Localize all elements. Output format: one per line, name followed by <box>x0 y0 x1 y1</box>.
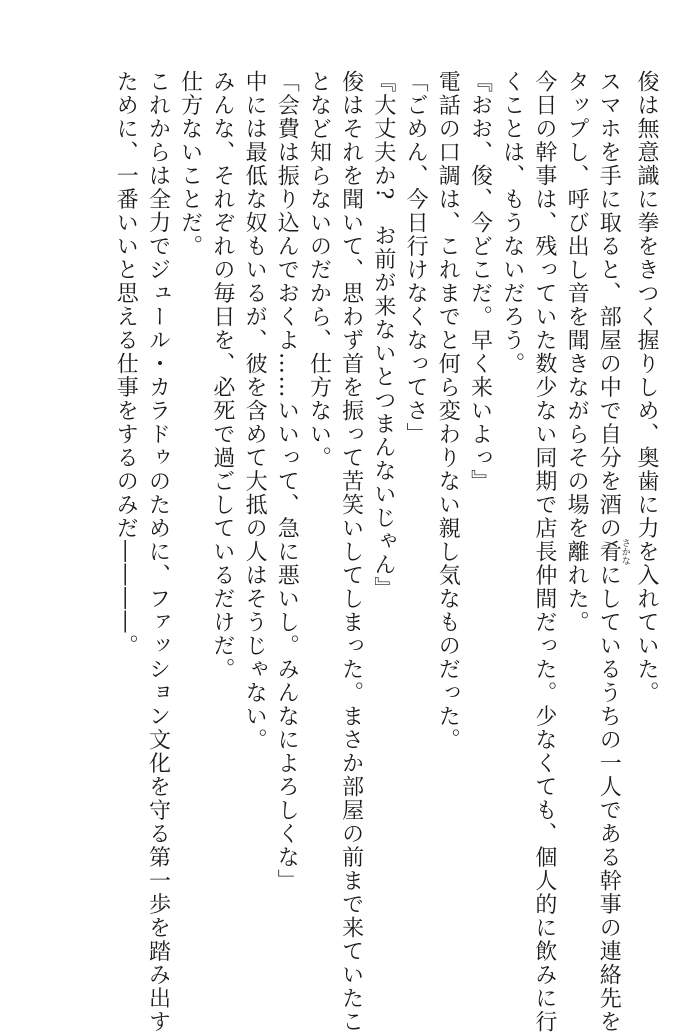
text-line-6: 『おお、俊、今どこだ。早く来いよっ』 <box>467 70 493 493</box>
text-line-17: ために、一番いいと思える仕事をするのみだ――――。 <box>113 70 139 658</box>
text-line-12: 「会費は振り込んでおくよ……いいって、急に悪いし。みんなによろしくな」 <box>274 70 300 893</box>
text-line-1: 俊は無意識に拳をきつく握りしめ、奥歯に力を入れていた。 <box>634 70 659 705</box>
text-line-9: 『大丈夫か? お前が来ないとつまんないじゃん』 <box>370 70 396 601</box>
text-line-2 <box>592 70 630 1034</box>
text-line-14: みんな、それぞれの毎日を、必死で過ごしているだけだ。 <box>209 70 235 681</box>
text-line-7: 電話の口調は、これまでと何ら変わりない親し気なものだった。 <box>435 70 461 752</box>
text-line-3: タップし、呼び出し音を聞きながらその場を離れた。 <box>564 70 590 634</box>
text-line-15: 仕方ないことだ。 <box>177 70 203 258</box>
ruby-base: 肴 <box>596 538 622 566</box>
text-line-2-part-2: にしているうちの一人である幹事の連絡先を <box>596 563 622 1034</box>
text-line-16: これからは全力でジュール・カラドゥのために、ファッション文化を守る第一歩を踏み出す <box>145 70 171 1034</box>
ruby-reading: さかな <box>619 538 630 566</box>
text-line-13: 中には最低な奴もいるが、彼を含めて大抵の人はそうじゃない。 <box>242 70 268 752</box>
text-line-10: 俊はそれを聞いて、思わず首を振って苦笑いしてしまった。まさか部屋の前まで来ていたこ <box>338 70 364 1034</box>
text-line-4: 今日の幹事は、残っていた数少ない同期で店長仲間だった。少なくても、個人的に飲みに行 <box>531 70 557 1034</box>
text-line-5: くことは、もうないだろう。 <box>499 70 525 376</box>
text-line-11: となど知らないのだから、仕方ない。 <box>306 70 332 470</box>
text-line-8: 「ごめん、今日行けなくなってさ」 <box>403 70 429 446</box>
furigana-ruby <box>596 538 630 566</box>
vertical-text-body <box>109 70 662 1034</box>
text-line-2-part-1: スマホを手に取ると、部屋の中で自分を酒の <box>596 70 622 540</box>
